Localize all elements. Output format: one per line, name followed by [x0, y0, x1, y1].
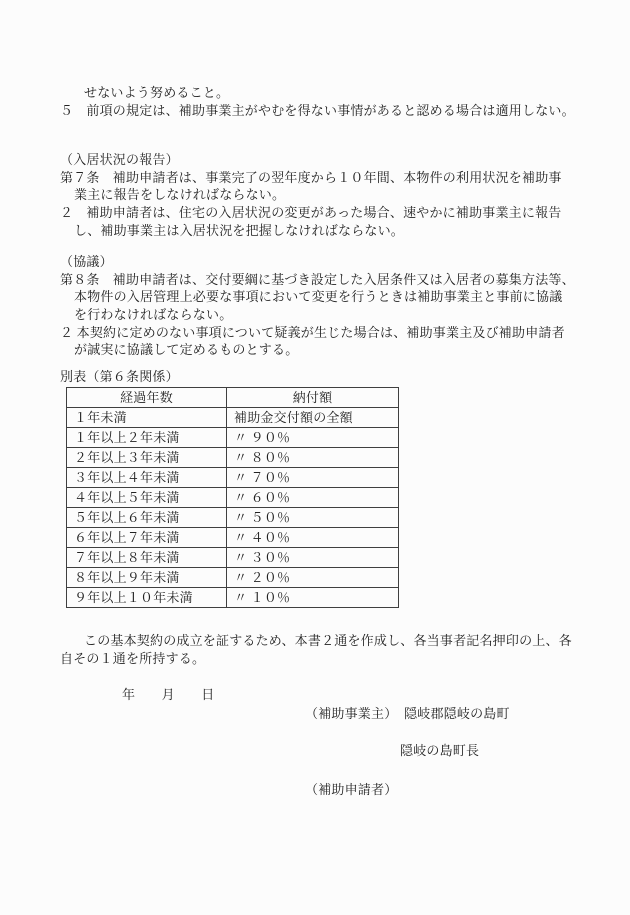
mayor-signature-line: 隠岐の島町長: [400, 742, 480, 758]
article8-paragraph1-line2: 本物件の入居管理上必要な事項において変更を行うときは補助事業主と事前に協議: [74, 289, 563, 305]
subsidizer-signature-line: （補助事業主） 隠岐郡隠岐の島町: [305, 706, 510, 722]
article7-paragraph2-line1: ２ 補助申請者は、住宅の入居状況の変更があった場合、速やかに補助事業主に報告: [60, 204, 562, 220]
table-header-elapsed-years: 経過年数: [67, 388, 227, 408]
table-cell-years: ６年以上７年未満: [67, 528, 227, 548]
table-cell-years: ５年以上６年未満: [67, 508, 227, 528]
article8-paragraph1-line3: を行わなければならない。: [74, 306, 233, 322]
clause-continuation-line: せないよう努めること。: [84, 85, 230, 100]
article8-paragraph1-line1: 第８条 補助申請者は、交付要綱に基づき設定した入居条件又は入居者の募集方法等、: [60, 271, 575, 287]
applicant-signature-line: （補助申請者）: [305, 782, 398, 798]
clause-item-5: ５ 前項の規定は、補助事業主がやむを得ない事情があると認める場合は適用しない。: [60, 102, 575, 118]
table-row: [67, 548, 399, 568]
article7-paragraph1-line2: 業主に報告をしなければならない。: [74, 187, 286, 203]
table-cell-years: １年以上２年未満: [67, 428, 227, 448]
table-cell-amount: 〃 ３０％: [227, 548, 399, 568]
table-cell-amount: 〃 １０％: [227, 588, 399, 608]
section-gap: [60, 608, 602, 632]
section-gap: [60, 119, 602, 151]
section-gap: [60, 668, 602, 686]
table-row: [67, 448, 399, 468]
table-cell-years: ３年以上４年未満: [67, 468, 227, 488]
table-cell-amount: 〃 ６０％: [227, 488, 399, 508]
article8-heading: （協議）: [60, 254, 113, 270]
table-cell-amount: 〃 ５０％: [227, 508, 399, 528]
table-cell-years: １年未満: [67, 408, 227, 428]
article8-paragraph2-line2: が誠実に協議して定めるものとする。: [74, 342, 299, 358]
table-cell-amount: 〃 ２０％: [227, 568, 399, 588]
table-row: [67, 568, 399, 588]
appendix-table-caption: 別表（第６条関係）: [60, 368, 179, 384]
table-cell-amount: 〃 ７０％: [227, 468, 399, 488]
article8-paragraph2-line1: ２ 本契約に定めのない事項について疑義が生じた場合は、補助事業主及び補助申請者: [60, 324, 565, 340]
table-cell-years: ９年以上１０年未満: [67, 588, 227, 608]
table-header-row: [67, 388, 399, 408]
closing-statement-line1: この基本契約の成立を証するため、本書２通を作成し、各当事者記名押印の上、各: [84, 633, 572, 649]
table-row: [67, 588, 399, 608]
table-cell-years: ２年以上３年未満: [67, 448, 227, 468]
table-cell-years: ８年以上９年未満: [67, 568, 227, 588]
date-blank-line: 年 月 日: [122, 686, 215, 702]
table-cell-years: ４年以上５年未満: [67, 488, 227, 508]
table-row: [67, 508, 399, 528]
table-cell-amount: 〃 ４０％: [227, 528, 399, 548]
article7-heading: （入居状況の報告）: [60, 152, 179, 168]
table-row: [67, 488, 399, 508]
table-row: [67, 428, 399, 448]
section-gap: [60, 359, 602, 368]
table-row: [67, 468, 399, 488]
table-row: [67, 528, 399, 548]
repayment-schedule-table: [66, 387, 399, 608]
closing-statement-line2: 自その１通を所持する。: [60, 650, 206, 666]
table-cell-amount: 補助金交付額の全額: [227, 408, 399, 428]
article7-paragraph2-line2: し、補助事業主は入居状況を把握しなければならない。: [74, 222, 405, 238]
table-cell-amount: 〃 ８０％: [227, 448, 399, 468]
article7-paragraph1-line1: 第７条 補助申請者は、事業完了の翌年度から１０年間、本物件の利用状況を補助事: [60, 169, 562, 185]
table-cell-years: ７年以上８年未満: [67, 548, 227, 568]
table-cell-amount: 〃 ９０％: [227, 428, 399, 448]
section-gap: [60, 239, 602, 253]
table-row: [67, 408, 399, 428]
table-header-payment-amount: 納付額: [227, 388, 399, 408]
